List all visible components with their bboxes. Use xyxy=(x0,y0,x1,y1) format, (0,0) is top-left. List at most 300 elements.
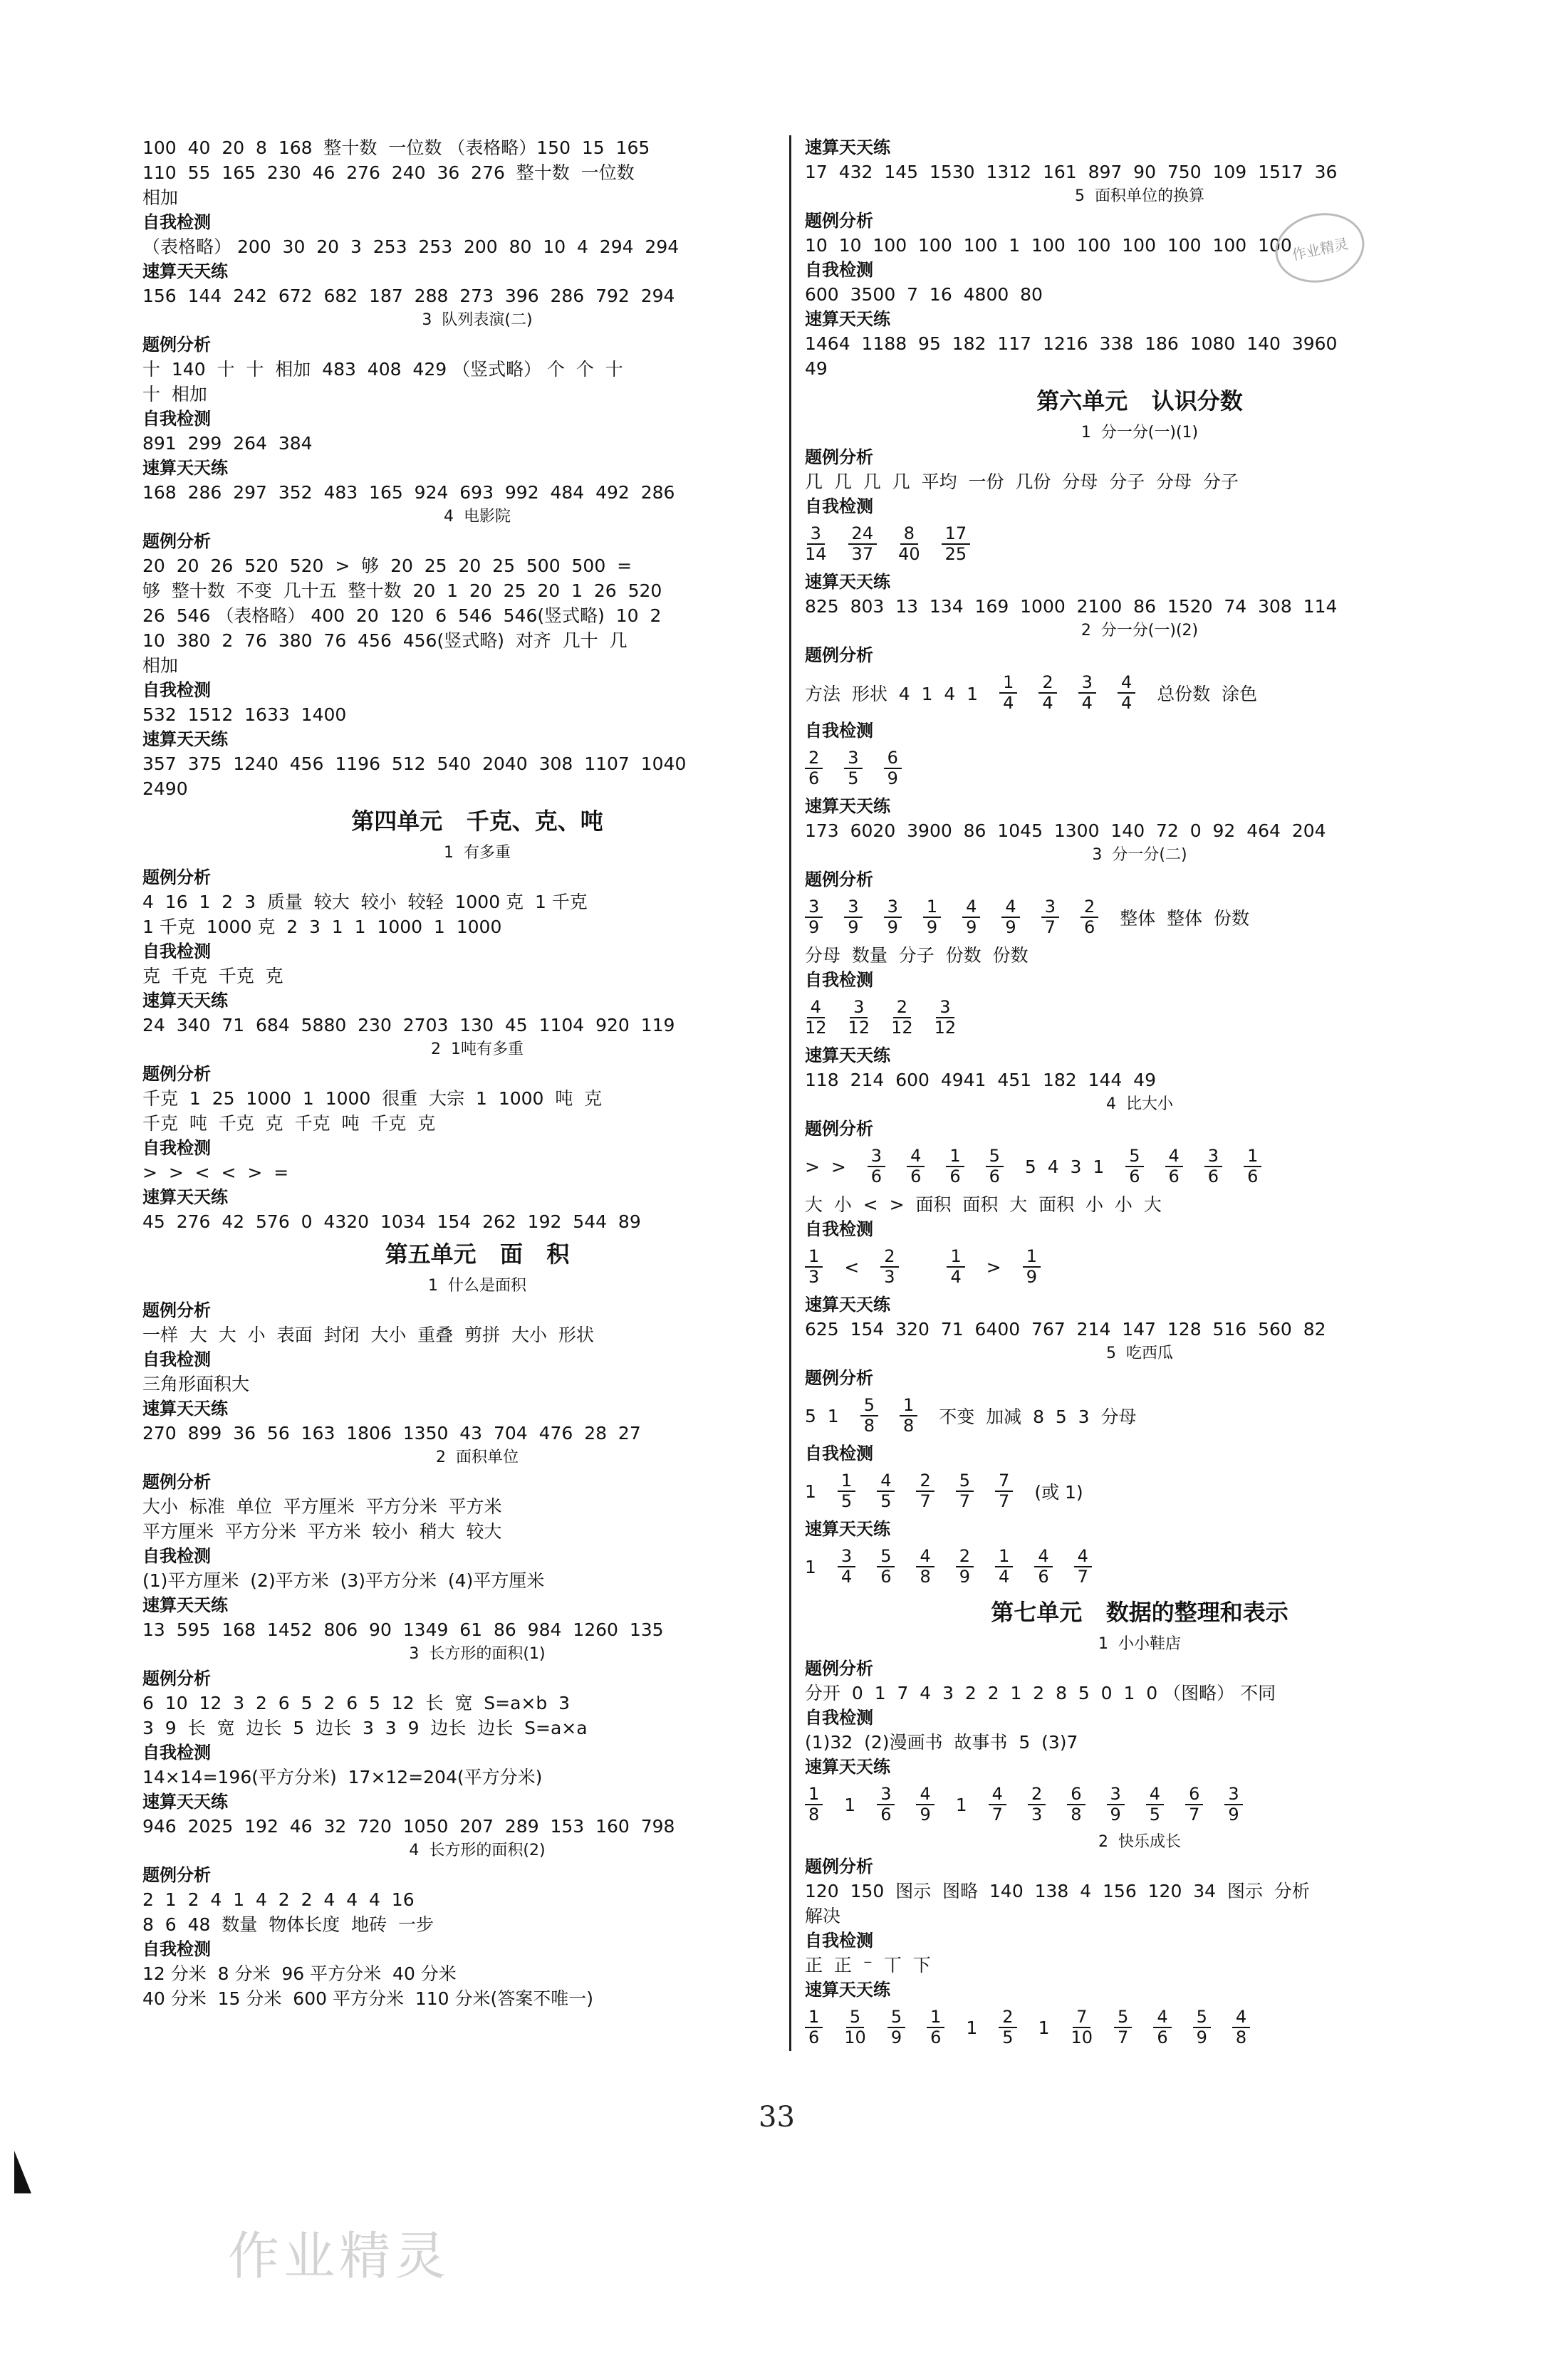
denominator: 3 xyxy=(1031,1805,1043,1825)
numerator: 4 xyxy=(807,998,825,1018)
denominator: 5 xyxy=(880,1491,892,1511)
answer-line: 49 xyxy=(805,358,828,379)
numerator: 2 xyxy=(956,1547,974,1567)
numerator: 3 xyxy=(805,897,823,918)
denominator: 9 xyxy=(1228,1805,1239,1825)
section-label: 自我检测 xyxy=(142,409,211,429)
numerator: 4 xyxy=(1118,673,1135,694)
numerator: 7 xyxy=(1073,2008,1090,2028)
inline-text xyxy=(920,1257,926,1278)
fraction xyxy=(907,1147,925,1186)
denominator: 37 xyxy=(851,544,874,564)
numerator: 3 xyxy=(844,897,862,918)
answer-line: 相加 xyxy=(142,187,179,208)
fraction xyxy=(956,1471,974,1511)
denominator: 9 xyxy=(887,768,898,788)
page-number: 33 xyxy=(759,2101,795,2134)
denominator: 12 xyxy=(848,1018,870,1038)
section-label: 自我检测 xyxy=(142,212,211,232)
denominator: 7 xyxy=(999,1491,1010,1511)
answer-line: 173 6020 3900 86 1045 1300 140 72 0 92 464 204 xyxy=(805,820,1326,841)
answer-line: （表格略） 200 30 20 3 253 253 200 80 10 4 294 294 xyxy=(142,236,680,257)
numerator: 3 xyxy=(1078,673,1096,694)
denominator: 6 xyxy=(1157,2027,1168,2047)
denominator: 5 xyxy=(1149,1805,1161,1825)
unit-heading: 第六单元 认识分数 xyxy=(1036,387,1243,414)
fraction xyxy=(868,1147,885,1186)
denominator: 4 xyxy=(1120,693,1133,713)
numerator: 4 xyxy=(962,897,980,918)
section-label: 速算天天练 xyxy=(805,1757,890,1777)
section-label: 自我检测 xyxy=(142,1138,211,1158)
answer-line: 8 6 48 数量 物体长度 地砖 一步 xyxy=(142,1914,434,1935)
lesson-title: 2 面积单位 xyxy=(436,1449,519,1466)
answer-line: 大 小 < > 面积 面积 大 面积 小 小 大 xyxy=(805,1194,1162,1215)
lesson-title: 1 分一分(一)(1) xyxy=(1081,424,1199,442)
answer-line: 10 380 2 76 380 76 456 456(竖式略) 对齐 几十 几 xyxy=(142,630,628,651)
numerator: 3 xyxy=(807,524,825,545)
answer-line: 156 144 242 672 682 187 288 273 396 286 792 294 xyxy=(142,286,675,306)
section-label: 速算天天练 xyxy=(142,1792,228,1812)
denominator: 8 xyxy=(863,1416,875,1436)
answer-line: 45 276 42 576 0 4320 1034 154 262 192 544 89 xyxy=(142,1211,641,1232)
lesson-title: 3 长方形的面积(1) xyxy=(409,1645,546,1663)
denominator: 7 xyxy=(920,1491,931,1511)
numerator: 1 xyxy=(805,1247,823,1268)
answer-line: 20 20 26 520 520 > 够 20 25 20 25 500 500 = xyxy=(142,555,632,576)
denominator: 9 xyxy=(966,917,977,937)
answer-line: 十 140 十 十 相加 483 408 429 （竖式略） 个 个 十 xyxy=(142,359,623,380)
section-label: 自我检测 xyxy=(142,1939,211,1959)
denominator: 4 xyxy=(999,1567,1010,1587)
numerator: 6 xyxy=(1067,1785,1085,1805)
denominator: 7 xyxy=(1077,1567,1088,1587)
numerator: 5 xyxy=(1114,2008,1132,2028)
section-label: 自我检测 xyxy=(805,970,873,990)
lesson-title: 2 分一分(一)(2) xyxy=(1081,622,1199,640)
section-label: 题例分析 xyxy=(805,1659,873,1679)
fraction xyxy=(1165,1147,1183,1186)
denominator: 6 xyxy=(1247,1166,1259,1186)
numerator: 3 xyxy=(936,998,954,1018)
inline-text: 5 4 3 1 xyxy=(1024,1156,1105,1177)
fraction xyxy=(848,998,870,1038)
denominator: 5 xyxy=(840,1491,853,1511)
inline-text: < xyxy=(844,1256,860,1278)
fraction xyxy=(860,1396,878,1436)
denominator: 12 xyxy=(891,1018,913,1038)
denominator: 8 xyxy=(1071,1805,1082,1825)
fraction xyxy=(927,2008,944,2047)
numerator: 5 xyxy=(1193,2008,1211,2028)
section-label: 自我检测 xyxy=(142,1546,211,1566)
fraction xyxy=(986,1147,1004,1186)
answer-line: 270 899 36 56 163 1806 1350 43 704 476 28 27 xyxy=(142,1423,641,1444)
section-label: 自我检测 xyxy=(805,496,873,516)
fraction xyxy=(838,1471,855,1511)
fraction xyxy=(848,524,878,564)
section-label: 速算天天练 xyxy=(142,1187,228,1207)
numerator: 5 xyxy=(887,2008,905,2028)
inline-text: 1 xyxy=(805,1481,816,1502)
denominator: 7 xyxy=(959,1491,971,1511)
denominator: 4 xyxy=(840,1567,853,1587)
lesson-title: 1 什么是面积 xyxy=(428,1277,526,1295)
answer-line: 相加 xyxy=(142,655,179,676)
section-label: 题例分析 xyxy=(805,870,873,889)
numerator: 4 xyxy=(1232,2008,1250,2028)
section-label: 题例分析 xyxy=(142,335,211,355)
fraction xyxy=(900,1396,917,1436)
answer-line: 千克 吨 千克 克 千克 吨 千克 克 xyxy=(142,1113,436,1134)
watermark-logo: 作业精灵 xyxy=(228,2226,451,2286)
fraction-row xyxy=(805,1390,1474,1441)
section-label: 速算天天练 xyxy=(142,261,228,281)
answer-line: 一样 大 大 小 表面 封闭 大小 重叠 剪拼 大小 形状 xyxy=(142,1325,594,1345)
fraction xyxy=(884,897,902,937)
answer-line: 三角形面积大 xyxy=(142,1374,250,1394)
numerator: 1 xyxy=(927,2008,944,2028)
fraction xyxy=(1078,673,1096,713)
denominator: 4 xyxy=(1081,693,1093,713)
answer-line: 4 16 1 2 3 质量 较大 较小 较轻 1000 克 1 千克 xyxy=(142,892,588,912)
section-label: 速算天天练 xyxy=(142,1595,228,1615)
numerator: 24 xyxy=(848,524,878,545)
numerator: 8 xyxy=(900,524,918,545)
fraction xyxy=(989,1785,1006,1825)
answer-line: 357 375 1240 456 1196 512 540 2040 308 1107 1040 xyxy=(142,753,687,774)
fraction xyxy=(805,524,827,564)
fraction xyxy=(1232,2008,1250,2047)
denominator: 4 xyxy=(950,1267,962,1287)
denominator: 5 xyxy=(848,768,859,788)
section-label: 自我检测 xyxy=(805,1444,873,1463)
denominator: 9 xyxy=(1026,1267,1037,1287)
fraction xyxy=(891,998,913,1038)
section-label: 自我检测 xyxy=(805,721,873,741)
inline-text: 1 xyxy=(955,1794,967,1815)
answer-line: 120 150 图示 图略 140 138 4 156 120 34 图示 分析 xyxy=(805,1881,1310,1901)
fraction xyxy=(805,998,827,1038)
lesson-title: 4 长方形的面积(2) xyxy=(409,1842,546,1859)
numerator: 3 xyxy=(1041,897,1059,918)
numerator: 1 xyxy=(1244,1147,1261,1167)
fraction xyxy=(934,998,957,1038)
numerator: 4 xyxy=(907,1147,925,1167)
lesson-title: 3 分一分(二) xyxy=(1092,846,1187,864)
answer-line: 正 正 ⁻ 丅 下 xyxy=(805,1955,931,1975)
column-divider xyxy=(789,135,791,2051)
fraction xyxy=(1038,673,1056,713)
numerator: 7 xyxy=(995,1471,1013,1492)
numerator: 4 xyxy=(1146,1785,1164,1805)
fraction xyxy=(805,897,823,937)
fraction xyxy=(1114,2008,1132,2047)
answer-line: 平方厘米 平方分米 平方米 较小 稍大 较大 xyxy=(142,1521,502,1542)
denominator: 9 xyxy=(848,917,859,937)
section-label: 自我检测 xyxy=(142,1743,211,1763)
fraction xyxy=(1071,2008,1093,2047)
numerator: 1 xyxy=(805,2008,823,2028)
fraction xyxy=(999,673,1017,713)
denominator: 4 xyxy=(1003,693,1014,713)
left-column xyxy=(142,135,812,2011)
answer-line: (1)32 (2)漫画书 故事书 5 (3)7 xyxy=(805,1732,1078,1753)
fraction xyxy=(887,2008,905,2047)
inline-text: (或 1) xyxy=(1034,1482,1083,1503)
fraction xyxy=(844,748,862,788)
answer-line: > > < < > = xyxy=(142,1162,289,1183)
lesson-title: 1 有多重 xyxy=(444,844,511,862)
denominator: 4 xyxy=(1042,693,1053,713)
answer-line: 2490 xyxy=(142,778,188,799)
answer-line: 825 803 13 134 169 1000 2100 86 1520 74 308 114 xyxy=(805,596,1338,617)
section-label: 速算天天练 xyxy=(805,309,890,329)
section-label: 题例分析 xyxy=(142,1300,211,1320)
numerator: 5 xyxy=(877,1547,895,1567)
fraction xyxy=(995,1471,1013,1511)
inline-text: 总份数 涂色 xyxy=(1157,684,1258,704)
inline-text: > > xyxy=(805,1156,846,1177)
fraction xyxy=(1081,897,1098,937)
denominator: 6 xyxy=(930,2027,942,2047)
fraction xyxy=(877,1785,895,1825)
numerator: 5 xyxy=(846,2008,864,2028)
inline-text: > xyxy=(986,1256,1001,1278)
fraction xyxy=(1034,1547,1052,1587)
section-label: 速算天天练 xyxy=(142,458,228,478)
fraction xyxy=(1074,1547,1092,1587)
answer-line: 600 3500 7 16 4800 80 xyxy=(805,284,1043,305)
fraction-row xyxy=(805,892,1474,943)
denominator: 6 xyxy=(949,1166,961,1186)
denominator: 6 xyxy=(910,1166,922,1186)
lesson-title: 3 队列表演(二) xyxy=(422,311,533,329)
denominator: 6 xyxy=(1038,1567,1049,1587)
denominator: 7 xyxy=(1044,917,1056,937)
denominator: 6 xyxy=(808,768,820,788)
fraction xyxy=(1244,1147,1261,1186)
answer-line: 100 40 20 8 168 整十数 一位数 （表格略）150 15 165 xyxy=(142,137,650,158)
numerator: 1 xyxy=(999,673,1017,694)
section-label: 题例分析 xyxy=(805,1857,873,1877)
numerator: 4 xyxy=(916,1785,934,1805)
section-label: 速算天天练 xyxy=(142,991,228,1011)
lesson-title: 1 小小鞋店 xyxy=(1098,1635,1181,1653)
denominator: 6 xyxy=(880,1805,892,1825)
denominator: 8 xyxy=(808,1805,820,1825)
answer-line: 168 286 297 352 483 165 924 693 992 484 492 286 xyxy=(142,482,675,503)
fraction xyxy=(1185,1785,1203,1825)
numerator: 2 xyxy=(893,998,911,1018)
answer-line: 891 299 264 384 xyxy=(142,433,313,454)
denominator: 10 xyxy=(1071,2027,1093,2047)
inline-text: 1 xyxy=(1038,2017,1050,2038)
denominator: 9 xyxy=(926,917,938,937)
answer-line: 分开 0 1 7 4 3 2 2 1 2 8 5 0 1 0 （图略） 不同 xyxy=(805,1683,1276,1703)
inline-text: 1 xyxy=(805,1556,816,1577)
numerator: 4 xyxy=(916,1547,934,1567)
fraction xyxy=(805,1785,823,1825)
answer-line: 17 432 145 1530 1312 161 897 90 750 109 1517 36 xyxy=(805,162,1338,182)
fraction xyxy=(880,1247,898,1287)
fraction xyxy=(898,524,920,564)
fraction xyxy=(1118,673,1135,713)
section-label: 自我检测 xyxy=(805,1708,873,1728)
section-label: 自我检测 xyxy=(142,1350,211,1369)
numerator: 4 xyxy=(1165,1147,1183,1167)
denominator: 8 xyxy=(903,1416,915,1436)
fraction xyxy=(884,748,902,788)
fraction-row xyxy=(805,1241,1474,1293)
answer-line: 十 相加 xyxy=(142,384,207,405)
stamp-logo: 作业精灵 xyxy=(1269,205,1370,291)
fraction xyxy=(962,897,980,937)
right-column xyxy=(805,135,1474,2053)
section-label: 速算天天练 xyxy=(805,796,890,816)
fraction xyxy=(1001,897,1019,937)
denominator: 8 xyxy=(1235,2027,1247,2047)
fraction xyxy=(838,1547,855,1587)
fraction xyxy=(1023,1247,1041,1287)
answer-line: 13 595 168 1452 806 90 1349 61 86 984 1260 135 xyxy=(142,1619,664,1640)
fraction xyxy=(999,2008,1016,2047)
fraction xyxy=(946,1147,964,1186)
answer-line: 110 55 165 230 46 276 240 36 276 整十数 一位数 xyxy=(142,162,635,183)
fraction xyxy=(956,1547,974,1587)
fraction xyxy=(877,1547,895,1587)
denominator: 6 xyxy=(1129,1166,1140,1186)
fraction xyxy=(844,897,862,937)
denominator: 40 xyxy=(898,544,920,564)
answer-line: 克 千克 千克 克 xyxy=(142,966,283,986)
numerator: 2 xyxy=(999,2008,1016,2028)
numerator: 4 xyxy=(989,1785,1006,1805)
section-label: 题例分析 xyxy=(805,211,873,231)
numerator: 5 xyxy=(986,1147,1004,1167)
denominator: 9 xyxy=(1005,917,1016,937)
section-label: 速算天天练 xyxy=(142,1399,228,1419)
fraction-row xyxy=(805,1466,1474,1517)
denominator: 25 xyxy=(944,544,967,564)
fraction xyxy=(916,1547,934,1587)
denominator: 6 xyxy=(1083,917,1095,937)
unit-heading: 第四单元 千克、克、吨 xyxy=(351,808,603,835)
fraction-row xyxy=(805,667,1474,719)
section-label: 速算天天练 xyxy=(805,1295,890,1315)
denominator: 10 xyxy=(844,2027,866,2047)
numerator: 1 xyxy=(900,1396,917,1416)
section-label: 速算天天练 xyxy=(805,1980,890,2000)
section-label: 自我检测 xyxy=(805,1219,873,1239)
answer-line: 625 154 320 71 6400 767 214 147 128 516 560 82 xyxy=(805,1319,1326,1340)
fraction xyxy=(1107,1785,1125,1825)
lesson-title: 2 快乐成长 xyxy=(1098,1833,1181,1851)
fraction xyxy=(947,1247,964,1287)
answer-line: 大小 标准 单位 平方厘米 平方分米 平方米 xyxy=(142,1496,502,1517)
answer-line: 532 1512 1633 1400 xyxy=(142,704,347,725)
answer-line: 1464 1188 95 182 117 1216 338 186 1080 140 3960 xyxy=(805,333,1338,354)
answer-line: 12 分米 8 分米 96 平方分米 40 分米 xyxy=(142,1963,457,1984)
fraction xyxy=(1193,2008,1211,2047)
numerator: 17 xyxy=(942,524,971,545)
numerator: 3 xyxy=(850,998,868,1018)
numerator: 4 xyxy=(1074,1547,1092,1567)
fraction-row xyxy=(805,743,1474,794)
denominator: 6 xyxy=(1207,1166,1219,1186)
numerator: 1 xyxy=(923,897,941,918)
numerator: 6 xyxy=(1185,1785,1203,1805)
denominator: 9 xyxy=(1196,2027,1207,2047)
lesson-title: 2 1吨有多重 xyxy=(431,1040,524,1058)
denominator: 3 xyxy=(884,1267,895,1287)
answer-line: 分母 数量 分子 份数 份数 xyxy=(805,945,1029,966)
answer-line: 6 10 12 3 2 6 5 2 6 5 12 长 宽 S=a×b 3 xyxy=(142,1693,571,1713)
section-label: 题例分析 xyxy=(805,1119,873,1139)
fraction xyxy=(1204,1147,1222,1186)
lesson-title: 4 电影院 xyxy=(444,508,511,526)
numerator: 3 xyxy=(877,1785,895,1805)
numerator: 2 xyxy=(1081,897,1098,918)
denominator: 6 xyxy=(989,1166,1000,1186)
numerator: 3 xyxy=(1107,1785,1125,1805)
numerator: 2 xyxy=(880,1247,898,1268)
numerator: 5 xyxy=(860,1396,878,1416)
fraction-row xyxy=(805,1779,1474,1830)
numerator: 3 xyxy=(838,1547,855,1567)
corner-mark xyxy=(14,2151,31,2193)
section-label: 题例分析 xyxy=(142,1472,211,1492)
section-label: 自我检测 xyxy=(142,941,211,961)
lesson-title: 5 吃西瓜 xyxy=(1106,1345,1173,1362)
inline-text: 整体 整体 份数 xyxy=(1120,908,1250,929)
answer-line: 千克 1 25 1000 1 1000 很重 大宗 1 1000 吨 克 xyxy=(142,1088,603,1109)
fraction xyxy=(916,1785,934,1825)
fraction-row xyxy=(805,992,1474,1043)
answer-line: 够 整十数 不变 几十五 整十数 20 1 20 25 20 1 26 520 xyxy=(142,580,662,601)
numerator: 2 xyxy=(916,1471,934,1492)
denominator: 9 xyxy=(959,1567,971,1587)
numerator: 1 xyxy=(1023,1247,1041,1268)
numerator: 3 xyxy=(1204,1147,1222,1167)
answer-line: (1)平方厘米 (2)平方米 (3)平方分米 (4)平方厘米 xyxy=(142,1570,545,1591)
fraction xyxy=(942,524,971,564)
answer-line: 解决 xyxy=(805,1906,841,1926)
answer-line: 几 几 几 几 平均 一份 几份 分母 分子 分母 分子 xyxy=(805,471,1239,492)
numerator: 2 xyxy=(805,748,823,769)
answer-line: 40 分米 15 分米 600 平方分米 110 分米(答案不唯一) xyxy=(142,1988,594,2009)
answer-line: 10 10 100 100 100 1 100 100 100 100 100 100 xyxy=(805,235,1292,256)
numerator: 4 xyxy=(877,1471,895,1492)
section-label: 自我检测 xyxy=(805,1931,873,1951)
answer-line: 24 340 71 684 5880 230 2703 130 45 1104 920 119 xyxy=(142,1015,675,1035)
section-label: 题例分析 xyxy=(805,1368,873,1388)
denominator: 12 xyxy=(805,1018,827,1038)
fraction xyxy=(805,748,823,788)
fraction xyxy=(1224,1785,1242,1825)
fraction-row xyxy=(805,2002,1474,2053)
denominator: 9 xyxy=(890,2027,902,2047)
unit-heading: 第五单元 面 积 xyxy=(385,1241,570,1268)
numerator: 2 xyxy=(1028,1785,1046,1805)
inline-text: 方法 形状 4 1 4 1 xyxy=(805,684,979,704)
numerator: 3 xyxy=(868,1147,885,1167)
fraction xyxy=(805,2008,823,2047)
denominator: 3 xyxy=(808,1267,820,1287)
numerator: 2 xyxy=(1038,673,1056,694)
fraction xyxy=(995,1547,1013,1587)
section-label: 速算天天练 xyxy=(805,1519,890,1539)
